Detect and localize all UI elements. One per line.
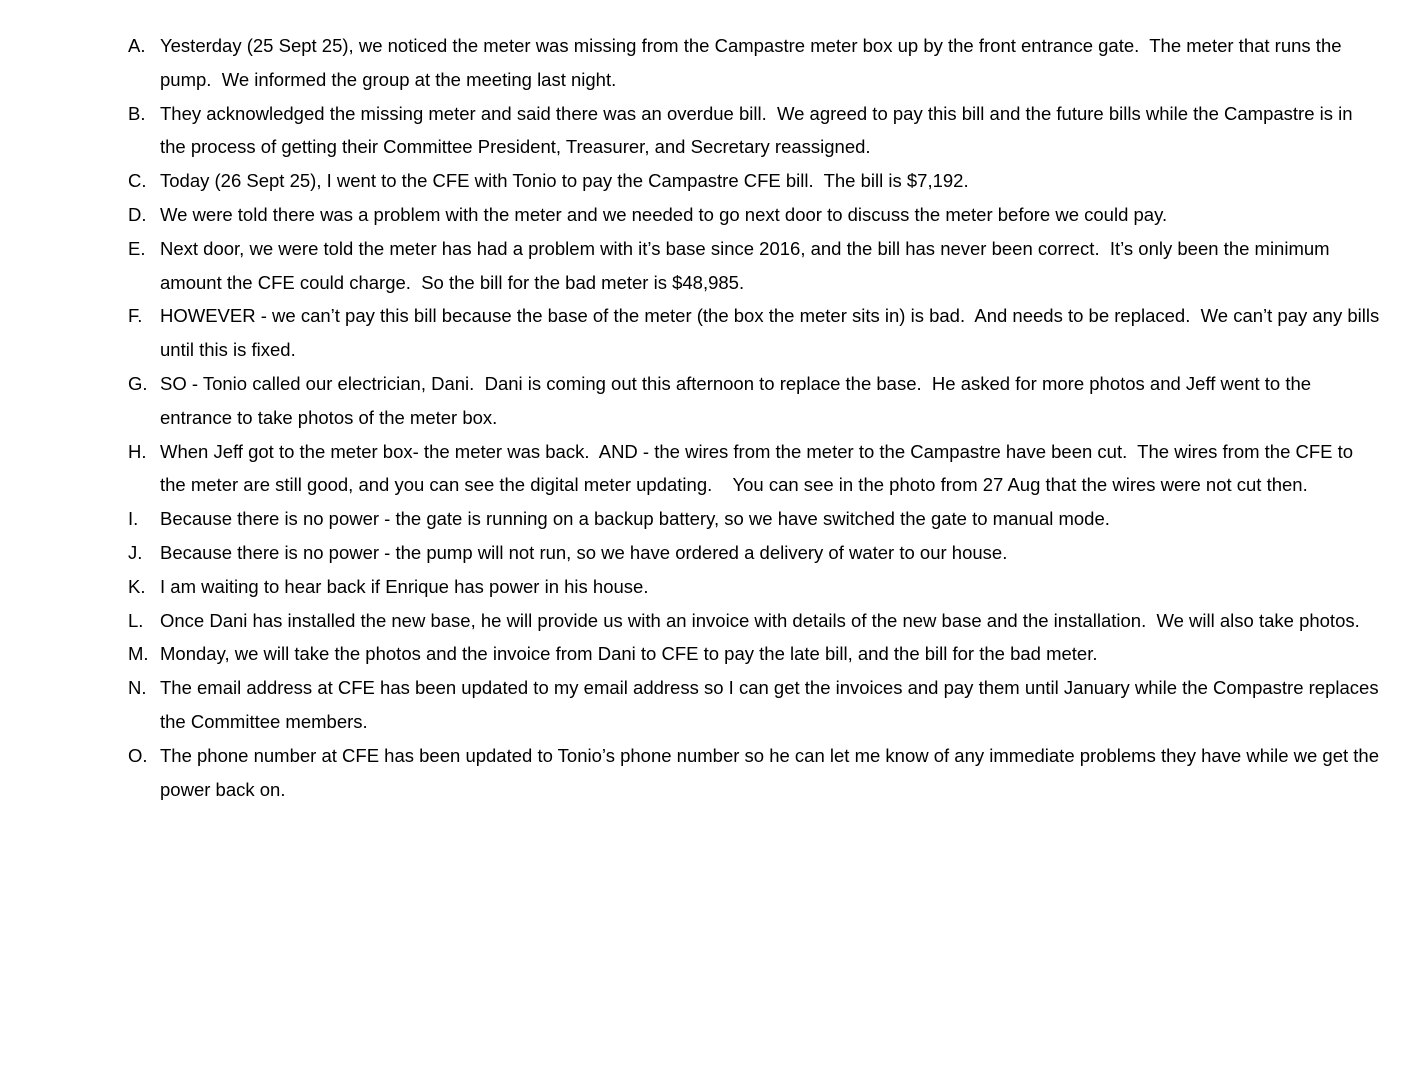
list-marker: J. — [128, 541, 143, 563]
list-item-text: We were told there was a problem with the meter and we needed to go next door to discuss the meter before we could pay. — [160, 203, 1168, 225]
list-item-text: Because there is no power - the gate is running on a backup battery, so we have switched the gate to manual mode. — [160, 508, 1110, 530]
list-item — [0, 536, 1408, 570]
document-body — [0, 29, 1408, 806]
list-item-text: SO - Tonio called our electrician, Dani. Dani is coming out this afternoon to replace the base. He asked for more photos and Jeff went to the entrance to take photos of the meter box. — [160, 372, 1317, 428]
list-item — [0, 435, 1408, 503]
list-marker: F. — [128, 305, 143, 327]
list-item — [0, 367, 1408, 435]
list-item — [0, 570, 1408, 604]
list-marker: H. — [128, 440, 147, 462]
list-marker: I. — [128, 508, 139, 530]
list-item — [0, 502, 1408, 536]
list-marker: O. — [128, 744, 148, 766]
list-marker: E. — [128, 237, 146, 259]
list-marker: C. — [128, 170, 147, 192]
list-marker: G. — [128, 372, 148, 394]
list-marker: A. — [128, 35, 146, 56]
list-marker: L. — [128, 609, 144, 631]
list-marker: K. — [128, 575, 146, 597]
list-item-text: The phone number at CFE has been updated to Tonio’s phone number so he can let me know of any immediate problems they have while we get the power back on. — [160, 744, 1385, 800]
list-item-text: Monday, we will take the photos and the invoice from Dani to CFE to pay the late bill, and the bill for the bad meter. — [160, 643, 1098, 665]
list-marker: N. — [128, 677, 147, 699]
list-item — [0, 29, 1408, 97]
list-item-text: Once Dani has installed the new base, he will provide us with an invoice with details of the new base and the installation. We will also take photos. — [160, 609, 1360, 631]
list-item — [0, 198, 1408, 232]
list-item-text: Today (26 Sept 25), I went to the CFE with Tonio to pay the Campastre CFE bill. The bill is $7,192. — [160, 170, 969, 192]
list-item — [0, 637, 1408, 671]
list-item-text: They acknowledged the missing meter and said there was an overdue bill. We agreed to pay this bill and the future bills while the Campastre is in the process of getting their Committee President, Treasurer, and Secretary reassigned. — [160, 102, 1358, 158]
list-item — [0, 739, 1408, 807]
list-marker: D. — [128, 203, 147, 225]
list-item-text: HOWEVER - we can’t pay this bill because the base of the meter (the box the meter sits in) is bad. And needs to be replaced. We can’t pay any bills until this is fixed. — [160, 305, 1385, 361]
list-item — [0, 299, 1408, 367]
list-marker: B. — [128, 102, 146, 124]
list-marker: M. — [128, 643, 149, 665]
list-item-text: Yesterday (25 Sept 25), we noticed the meter was missing from the Campastre meter box up by the front entrance gate. The meter that runs the pump. We informed the group at the meeting last night. — [160, 35, 1347, 90]
list-item — [0, 97, 1408, 165]
list-item-text: Next door, we were told the meter has had a problem with it’s base since 2016, and the bill has never been correct. It’s only been the minimum amount the CFE could charge. So the bill for the bad meter is $48,985. — [160, 237, 1335, 293]
list-item — [0, 604, 1408, 638]
list-item-text: When Jeff got to the meter box- the meter was back. AND - the wires from the meter to the Campastre have been cut. The wires from the CFE to the meter are still good, and you can see the digital meter updating. You can see in the photo from 27 Aug that the wires were not cut then. — [160, 440, 1359, 496]
list-item-text: The email address at CFE has been updated to my email address so I can get the invoices and pay them until January while the Compastre replaces the Committee members. — [160, 677, 1384, 732]
list-item-text: Because there is no power - the pump will not run, so we have ordered a delivery of water to our house. — [160, 541, 1008, 563]
list-item-text: I am waiting to hear back if Enrique has power in his house. — [160, 575, 649, 597]
list-item — [0, 164, 1408, 198]
list-item — [0, 232, 1408, 300]
list-item — [0, 671, 1408, 739]
